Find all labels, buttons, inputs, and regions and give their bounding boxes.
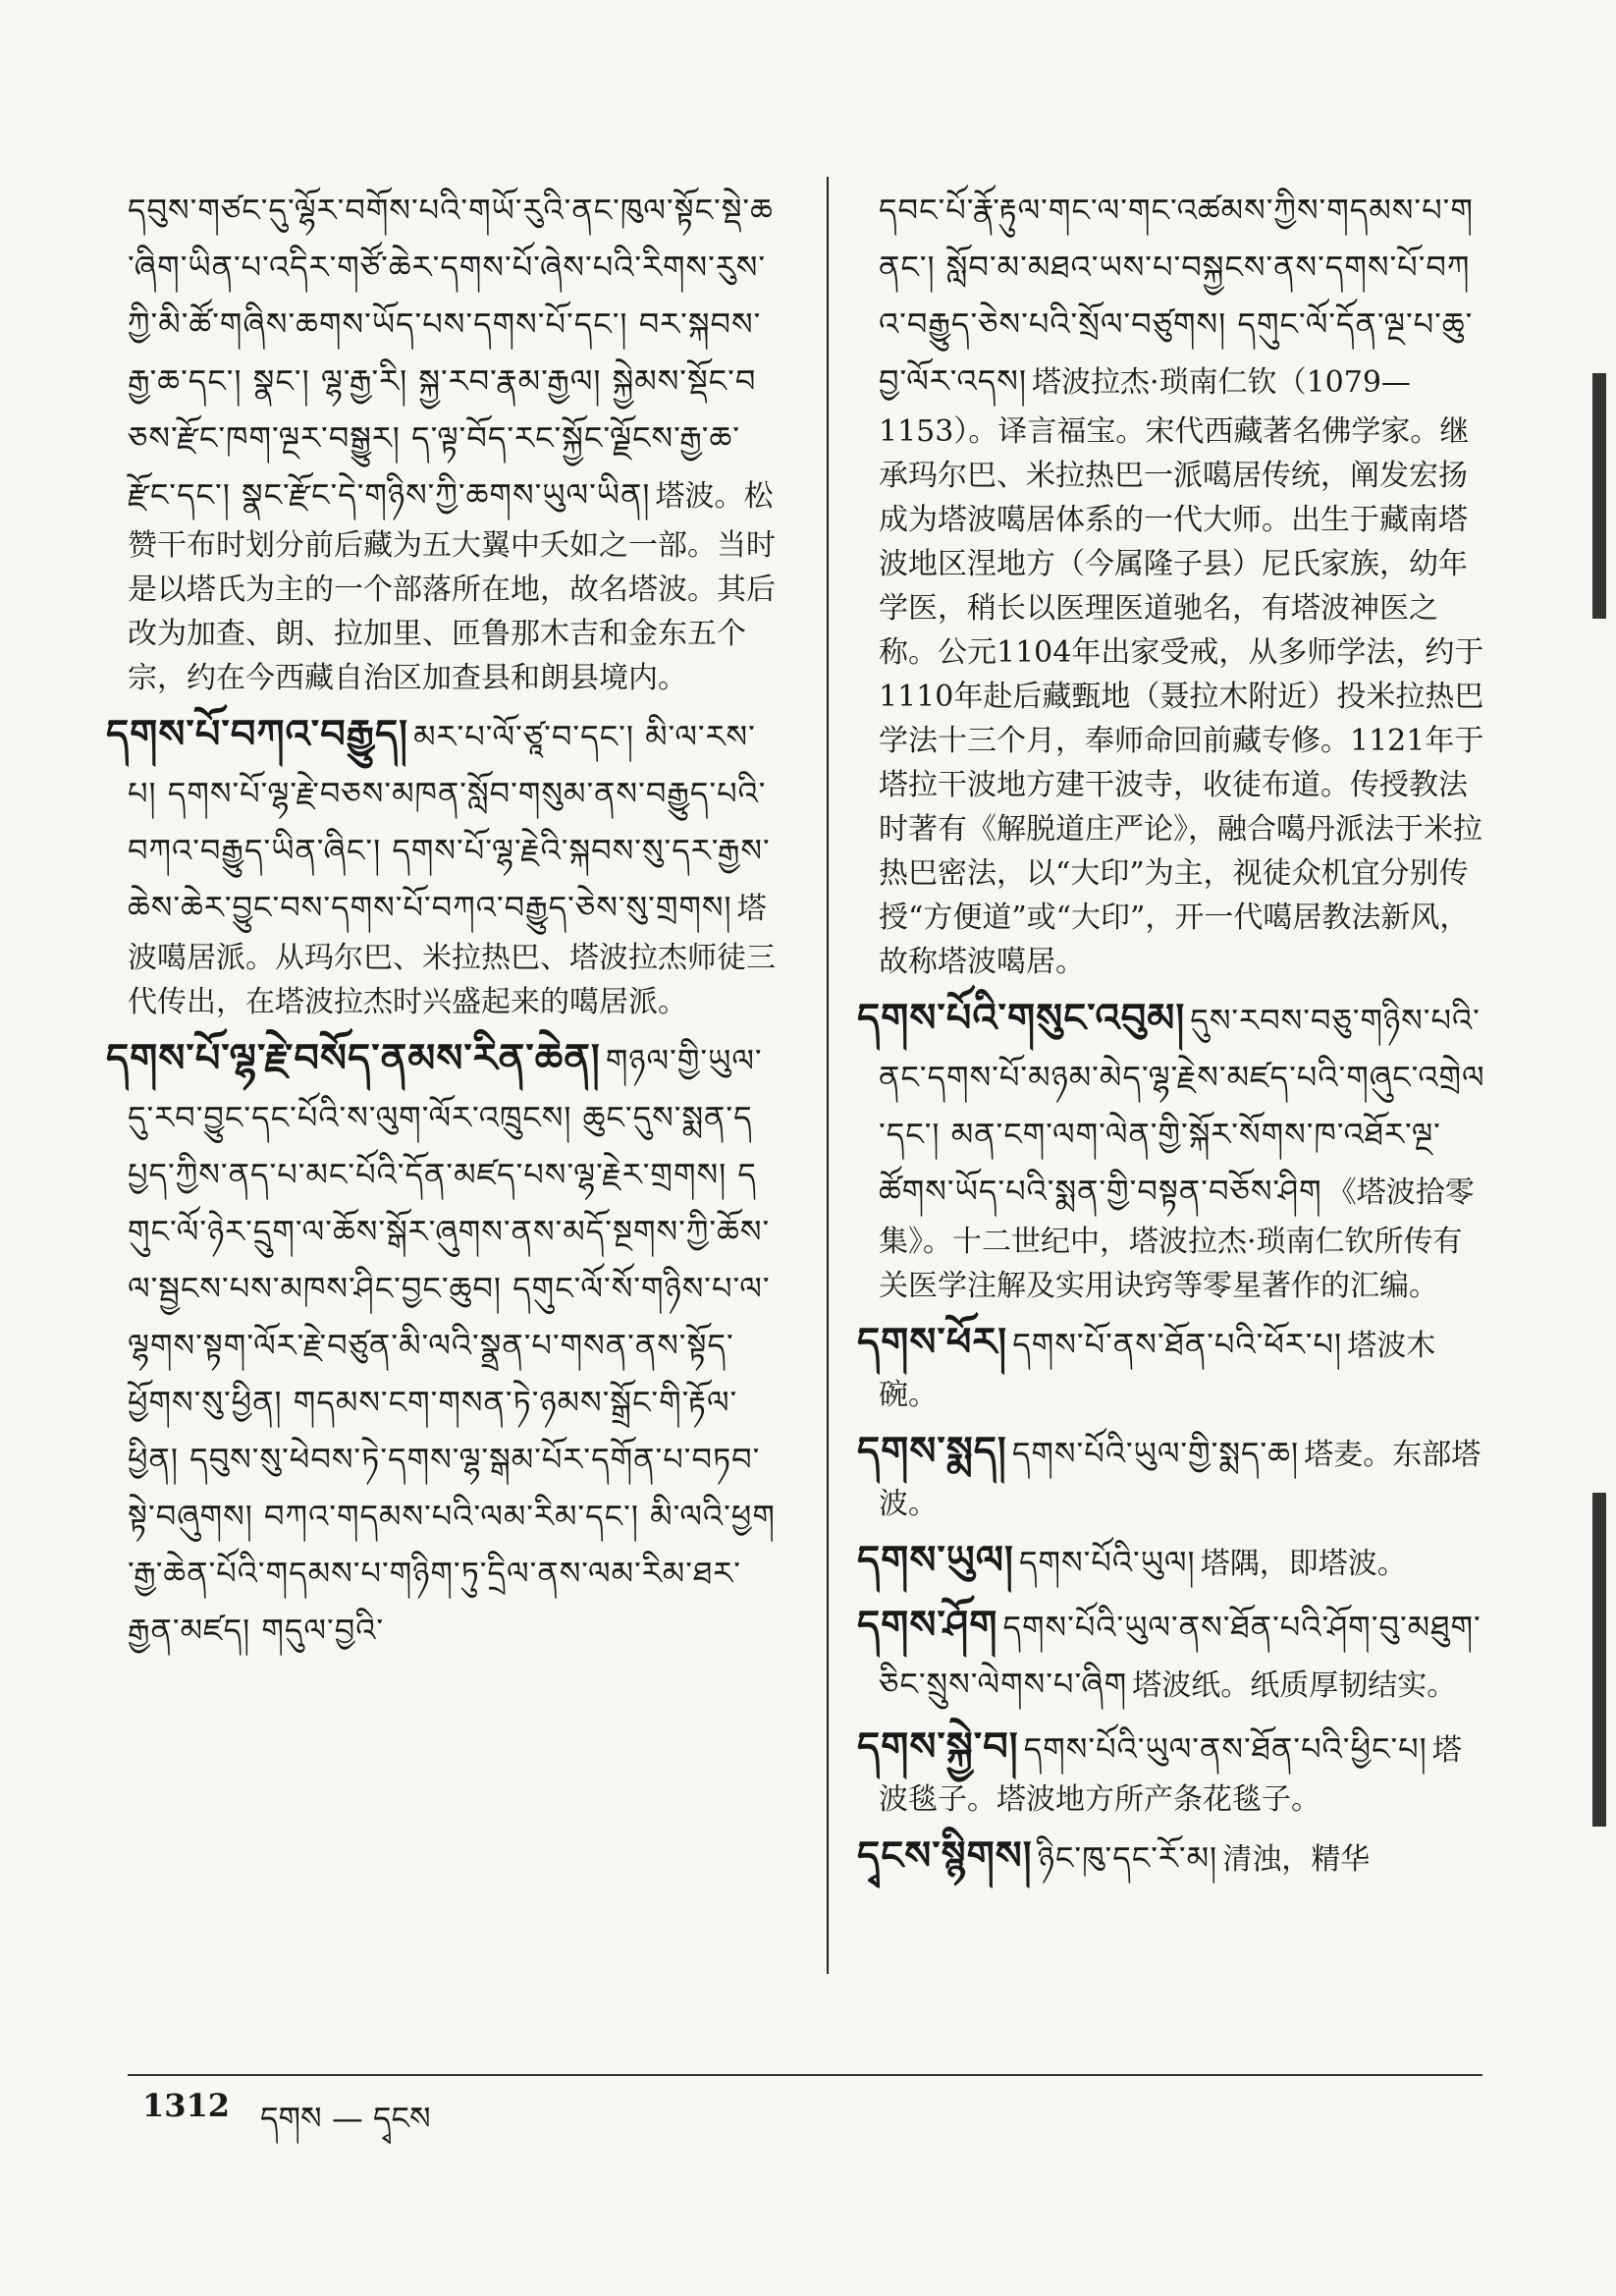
chinese-definition: 塔波拉杰·琐南仁钦（1079—1153）。译言福宝。宋代西藏著名佛学家。继承玛尔巴、米拉热巴一派噶居传统，阐发宏扬成为塔波噶居体系的一代大师。出生于藏南塔波地区涅地方（今属隆子县）尼氏家族，幼年学医，稍长以医理医道驰名，有塔波神医之称。公元1104年出家受戒，从多师学法，约于1110年赴后藏甄地（聂拉木附近）投米拉热巴学法十三个月，奉师命回前藏专修。1121年于塔拉干波地方建干波寺，收徒布道。传授教法时著有《解脱道庄严论》，融合噶丹派法于米拉热巴密法，以“大印”为主，视徒众机宜分别传授“方便道”或“大印”，开一代噶居教法新风，故称塔波噶居。: [879, 365, 1484, 979]
tibetan-text: དགས་པོའི་ཡུལ་གྱི་སྨད་ཆ།: [1011, 1435, 1300, 1472]
headword: དགས་ཡུལ།: [857, 1538, 1014, 1583]
tibetan-text: དབུས་གཙང་དུ་ལྷོར་བགོས་པའི་གཡོ་རུའི་ནང་ཁུལ་སྟོང་སྡེ་ཆ་ཞིག་ཡིན་པ་འདིར་གཙོ་ཆེར་དགས་པོ་ཞེས་པའི་རིགས་རུས་ཀྱི་མི་ཚོ་གཞིས་ཆགས་ཡོད་པས་དགས་པོ་དང་། བར་སྐབས་རྒྱ་ཆ་དང་། སྣང་། ལྷ་རྒྱ་རི། སྐྱ་རབ་རྣམ་རྒྱལ། སྐྱེམས་སྡོང་བཅས་རྫོང་ཁག་ལྔར་བསྒྱུར། ད་ལྟ་བོད་རང་སྐྱོང་ལྗོངས་རྒྱ་ཆ་རྫོང་དང་། སྣང་རྫོང་དེ་གཉིས་ཀྱི་ཆགས་ཡུལ་ཡིན།: [128, 191, 774, 514]
dictionary-entry: [106, 706, 776, 1024]
footer-rule: [128, 2074, 1482, 2076]
headword: དགས་པོ་ལྷ་རྗེ་བསོད་ནམས་རིན་ཆེན།: [106, 1036, 601, 1081]
dictionary-entry: [857, 1597, 1487, 1713]
headword: དྭངས་སྙིགས།: [857, 1833, 1033, 1879]
tibetan-text: དགས་པོའི་ཡུལ་ནས་ཐོན་པའི་ཤོག་བུ་མཐུག་ཅིང་སྲུས་ལེགས་པ་ཞིག: [879, 1609, 1481, 1703]
column-divider: [827, 177, 829, 1974]
dictionary-entry: [857, 1423, 1487, 1526]
dictionary-entry: [857, 1314, 1487, 1417]
dictionary-entry: [128, 182, 776, 700]
chinese-definition: 塔波木碗。: [879, 1329, 1436, 1412]
dictionary-entry: [106, 1030, 776, 1659]
tibetan-text: དབང་པོ་རྣོ་རྟུལ་གང་ལ་གང་འཚམས་ཀྱིས་གདམས་པ་གནང་། སློབ་མ་མཐའ་ཡས་པ་བསྐྱངས་ནས་དགས་པོ་བཀའ་བརྒྱུད་ཅེས་པའི་སྲོལ་བཙུགས། དགུང་ལོ་དོན་ལྔ་པ་ཆུ་བྱ་ལོར་འདས།: [879, 191, 1474, 400]
chinese-definition: 塔麦。东部塔波。: [879, 1438, 1481, 1521]
headword: དགས་པོའི་གསུང་འབུམ།: [857, 996, 1186, 1041]
scan-edge-mark: [1592, 373, 1606, 619]
chinese-definition: 塔波噶居派。从玛尔巴、米拉热巴、塔波拉杰师徒三代传出，在塔波拉杰时兴盛起来的噶居派。: [128, 892, 776, 1019]
running-head: དགས — དྭངས: [260, 2100, 431, 2137]
headword: དགས་པོ་བཀའ་བརྒྱུད།: [106, 712, 408, 757]
page-number: 1312: [142, 2087, 231, 2124]
right-column: [857, 182, 1487, 1892]
chinese-definition: 塔波。松赞干布时划分前后藏为五大翼中夭如之一部。当时是以塔氏为主的一个部落所在地，故名塔波。其后改为加查、朗、拉加里、匝鲁那木吉和金东五个宗，约在今西藏自治区加查县和朗县境内。: [128, 479, 776, 695]
tibetan-text: དགས་པོའི་ཡུལ།: [1018, 1544, 1196, 1581]
tibetan-text: དགས་པོ་ནས་ཐོན་པའི་ཕོར་པ།: [1012, 1326, 1343, 1363]
chinese-definition: 清浊，精华: [1222, 1842, 1371, 1877]
dictionary-entry: [857, 1828, 1487, 1886]
left-column: [106, 182, 776, 1665]
tibetan-text: དུས་རབས་བཅུ་གཉིས་པའི་ནང་དགས་པོ་མཉམ་མེད་ལྷ་རྗེས་མཛད་པའི་གཞུང་འགྲེལ་དང་། མན་ངག་ལག་ལེན་གྱི་སྐོར་སོགས་ཁ་འཐོར་ལྔ་ཚོགས་ཡོད་པའི་སྨན་གྱི་བསྟན་བཅོས་ཤིག: [879, 1002, 1485, 1210]
tibetan-text: དགས་པོའི་ཡུལ་ནས་ཐོན་པའི་ཕྱིང་པ།: [1023, 1730, 1427, 1768]
scan-edge-mark: [1592, 1493, 1606, 1827]
tibetan-text: མར་པ་ལོ་ཙཱ་བ་དང་། མི་ལ་རས་པ། དགས་པོ་ལྷ་རྗེ་བཅས་མཁན་སློབ་གསུམ་ནས་བརྒྱུད་པའི་བཀའ་བརྒྱུད་ཡིན་ཞིང་། དགས་པོ་ལྷ་རྗེའི་སྐབས་སུ་དར་རྒྱས་ཆེས་ཆེར་བྱུང་བས་དགས་པོ་བཀའ་བརྒྱུད་ཅེས་སུ་གྲགས།: [128, 718, 771, 926]
headword: དགས་ཤོག: [857, 1603, 998, 1648]
chinese-definition: 塔波纸。纸质厚韧结实。: [1132, 1668, 1457, 1703]
dictionary-entry: [879, 182, 1487, 984]
headword: དགས་སྨད།: [857, 1429, 1007, 1474]
tibetan-text: གཉལ་གྱི་ཡུལ་དུ་རབ་བྱུང་དང་པོའི་ས་ལུག་ལོར་འཁྲུངས། ཆུང་དུས་སྨན་དཔྱད་ཀྱིས་ནད་པ་མང་པོའི་དོན་མཛད་པས་ལྷ་རྗེར་གྲགས། དགུང་ལོ་ཉེར་དྲུག་ལ་ཆོས་སྒོར་ཞུགས་ནས་མདོ་སྔགས་ཀྱི་ཆོས་ལ་སྦྱངས་པས་མཁས་ཤིང་བྱང་ཆུབ། དགུང་ལོ་སོ་གཉིས་པ་ལ་ལྷགས་སྟག་ལོར་རྗེ་བཙུན་མི་ལའི་སྣྲན་པ་གསན་ནས་སྟོད་ཕྱོགས་སུ་ཕྱིན། གདམས་ངག་གསན་ཏེ་ཉམས་སྒྲོང་གི་རྟོལ་ཕྱིན། དབུས་སུ་ཕེབས་ཏེ་དགས་ལྷ་སྒམ་པོར་དགོན་པ་བཏབ་སྟེ་བཞུགས། བཀའ་གདམས་པའི་ལམ་རིམ་དང་། མི་ལའི་ཕྱག་རྒྱ་ཆེན་པོའི་གདམས་པ་གཉིག་ཏུ་དྲིལ་ནས་ལམ་རིམ་ཐར་རྒྱན་མཛད། གདུལ་བྱའི་: [128, 1042, 776, 1649]
headword: དགས་སྐྱེ་བ།: [857, 1724, 1019, 1770]
tibetan-text: ཉིང་ཁུ་དང་རོ་མ།: [1037, 1839, 1218, 1877]
chinese-definition: 《塔波拾零集》。十二世纪中，塔波拉杰·琐南仁钦所传有关医学注解及实用诀窍等零星著作的汇编。: [879, 1175, 1475, 1303]
headword: དགས་ཕོར།: [857, 1320, 1008, 1365]
dictionary-entry: [857, 990, 1487, 1308]
chinese-definition: 塔隅，即塔波。: [1200, 1547, 1407, 1581]
dictionary-entry: [857, 1719, 1487, 1822]
dictionary-entry: [857, 1532, 1487, 1591]
chinese-definition: 塔波毯子。塔波地方所产条花毯子。: [879, 1733, 1462, 1817]
